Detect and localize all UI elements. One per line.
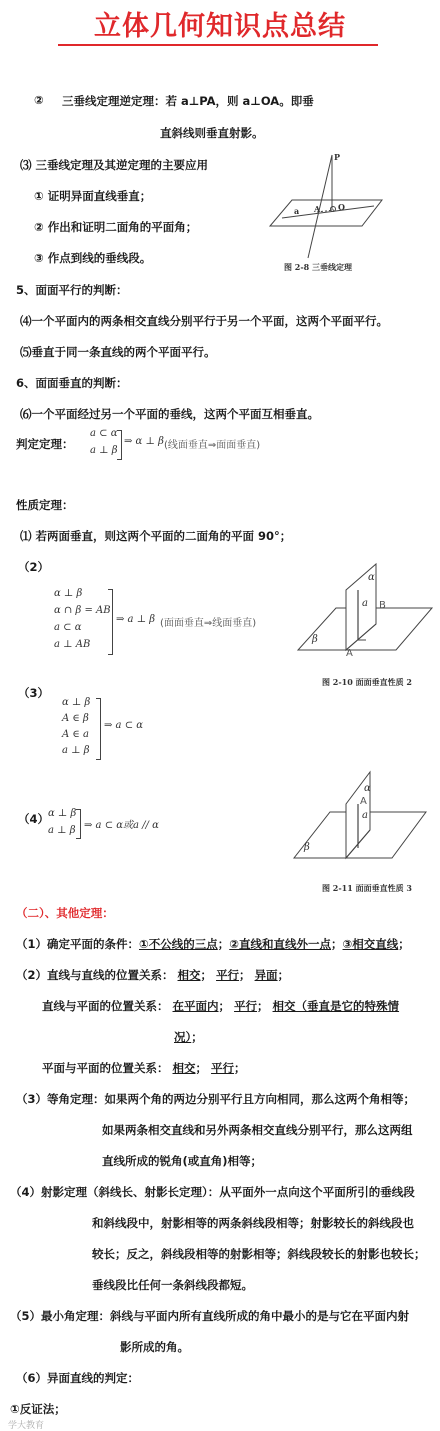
rule-5-line: 影所成的角。 (120, 1340, 189, 1354)
rule-5-line: （5）最小角定理：斜线与平面内所有直线所成的角中最小的是与它在平面内射 (10, 1309, 409, 1323)
rule-2p-sep: ； (195, 1061, 208, 1075)
section5-heading: 5、面面平行的判断： (16, 283, 128, 297)
rule-2-value: 相交 (177, 968, 201, 982)
rule-1-sep: ； (398, 937, 410, 951)
application-item: ③ 作点到线的垂线段。 (34, 251, 152, 265)
rule-1-prefix: （1）确定平面的条件： (16, 937, 140, 951)
rule-2-value: 平行 (216, 968, 240, 982)
rule-2-plane-plane (42, 1060, 246, 1076)
rule-2l-sep: ； (257, 999, 269, 1013)
application-item: ② 作出和证明二面角的平面角； (34, 220, 198, 234)
p2-cond: α ⊥ β (54, 588, 83, 599)
rule-3-line: （3）等角定理：如果两个角的两边分别平行且方向相同，那么这两个角相等； (16, 1092, 415, 1106)
rule-3-line: 如果两条相交直线和另外两条相交直线分别平行，那么这两组 (102, 1123, 413, 1137)
p2-cond: a ⊂ α (54, 622, 82, 633)
fig211-label-beta: β (304, 842, 310, 853)
properties-heading: 性质定理： (16, 498, 74, 512)
p3-result: ⇒ a ⊂ α (104, 720, 144, 731)
rule-2l-sep: ； (191, 1030, 203, 1044)
judge-brace (117, 430, 122, 460)
inverse-theorem-line2: 直斜线则垂直射影。 (160, 126, 264, 140)
fig28-label-o: O (338, 202, 345, 212)
rule-1-item: ③相交直线 (342, 937, 399, 951)
rule-2l-value: 平行 (234, 999, 258, 1013)
fig211-label-a-point: A (360, 796, 367, 807)
fig210-caption: 图 2-10 面面垂直性质 2 (322, 677, 412, 687)
application-item: ① 证明异面直线垂直； (34, 189, 152, 203)
fig28-caption: 图 2-8 三垂线定理 (284, 262, 353, 272)
fig210-label-b: B (379, 600, 386, 611)
rule-2l-value: 相交（垂直是它的特殊情 (272, 999, 400, 1013)
rule-2p-prefix: 平面与平面的位置关系： (42, 1061, 169, 1075)
section6-item: ⑹一个平面经过另一个平面的垂线，这两个平面互相垂直。 (20, 407, 319, 421)
rule-2l-value: 况） (174, 1030, 192, 1044)
p4-brace (76, 809, 81, 839)
applications-heading: ⑶ 三垂线定理及其逆定理的主要应用 (20, 158, 209, 172)
rule-3-line: 直线所成的锐角(或直角)相等； (102, 1154, 263, 1168)
other-theorems-heading: （二）、其他定理： (16, 906, 114, 920)
rule-4-line: （4）射影定理（斜线长、射影长定理）：从平面外一点向这个平面所引的垂线段 (10, 1185, 415, 1199)
p3-brace (96, 698, 101, 760)
figure-2-8-three-perpendiculars (262, 150, 392, 260)
rule-1-sep: ； (217, 937, 230, 951)
p2-brace (108, 589, 113, 655)
judge-note: (线面垂直⇒面面垂直) (164, 440, 261, 451)
rule-2-value: 异面 (254, 968, 278, 982)
rule-1-item: ②直线和直线外一点 (229, 937, 332, 951)
fig210-label-a: a (362, 598, 368, 609)
section5-item: ⑸垂直于同一条直线的两个平面平行。 (20, 345, 216, 359)
fig28-label-p: P (334, 152, 341, 162)
inverse-theorem-line1: 三垂线定理逆定理：若 a⊥PA，则 a⊥OA。即垂 (62, 94, 314, 108)
fig211-label-alpha: α (364, 783, 371, 794)
rule-2p-end: ； (234, 1061, 246, 1075)
fig211-caption: 图 2-11 面面垂直性质 3 (322, 883, 412, 893)
rule-1-sep: ； (331, 937, 343, 951)
rule-2-end: ； (277, 968, 290, 982)
fig211-label-a: a (362, 810, 368, 821)
rule-1 (16, 936, 410, 952)
property-2-label: （2） (18, 560, 50, 574)
property-3-label: （3） (18, 686, 50, 700)
rule-2-sep: ； (200, 968, 213, 982)
page-title: 立体几何知识点总结 (94, 11, 346, 42)
p3-cond: A ∈ a (62, 729, 89, 740)
rule-6-heading: （6）异面直线的判定： (16, 1371, 140, 1385)
p3-cond: A ∈ β (62, 713, 89, 724)
p2-result: ⇒ a ⊥ β (116, 614, 156, 625)
p4-cond: α ⊥ β (48, 808, 77, 819)
rule-2-line-plane-cont (174, 1029, 203, 1045)
rule-4-line: 垂线段比任何一条斜线段都短。 (92, 1278, 253, 1292)
judge-theorem-label: 判定定理： (16, 437, 74, 451)
rule-2p-value: 平行 (211, 1061, 235, 1075)
fig210-label-a-point: A (346, 648, 353, 659)
rule-2-sep: ； (239, 968, 251, 982)
fig28-label-a: A (314, 204, 321, 214)
property-1: ⑴ 若两面垂直，则这两个平面的二面角的平面 90°； (20, 529, 292, 543)
inverse-theorem-number: ② (34, 93, 44, 107)
rule-2p-value: 相交 (172, 1061, 196, 1075)
rule-2 (16, 967, 289, 983)
rule-2l-value: 在平面内 (172, 999, 219, 1013)
fig210-label-beta: β (312, 634, 318, 645)
p3-cond: α ⊥ β (62, 697, 91, 708)
p4-result: ⇒ a ⊂ α或a // α (84, 820, 159, 831)
judge-cond: a ⊥ β (90, 445, 118, 456)
property-4-label: （4） (18, 812, 50, 826)
watermark: 学大教育 (8, 1421, 45, 1431)
figure-2-11-perpendicular-planes (290, 768, 430, 878)
rule-4-line: 较长；反之，斜线段相等的射影相等；斜线段较长的射影也较长； (92, 1247, 426, 1261)
p2-note: (面面垂直⇒线面垂直) (160, 618, 257, 629)
fig210-label-alpha: α (368, 572, 375, 583)
rule-2-prefix: （2）直线与直线的位置关系： (16, 968, 174, 982)
section5-item: ⑷一个平面内的两条相交直线分别平行于另一个平面，这两个平面平行。 (20, 314, 388, 328)
judge-cond: a ⊂ α (90, 428, 118, 439)
p2-cond: a ⊥ AB (54, 639, 91, 650)
p4-cond: a ⊥ β (48, 825, 76, 836)
p3-cond: a ⊥ β (62, 745, 90, 756)
rule-4-line: 和斜线段中，射影相等的两条斜线段相等；射影较长的斜线段也 (92, 1216, 414, 1230)
judge-result: ⇒ α ⊥ β (124, 436, 164, 447)
rule-6-item: ①反证法； (10, 1402, 66, 1416)
title-underline (58, 44, 378, 46)
rule-2l-sep: ； (218, 999, 231, 1013)
spacer (50, 587, 53, 655)
fig28-label-a-line: a (294, 206, 300, 216)
rule-2l-prefix: 直线与平面的位置关系： (42, 999, 169, 1013)
section6-heading: 6、面面垂直的判断： (16, 376, 128, 390)
figure-2-10-perpendicular-planes (296, 560, 436, 670)
rule-2-line-plane (42, 998, 399, 1014)
p2-cond: α ∩ β = AB (54, 605, 111, 616)
rule-1-item: ①不公线的三点 (139, 937, 218, 951)
